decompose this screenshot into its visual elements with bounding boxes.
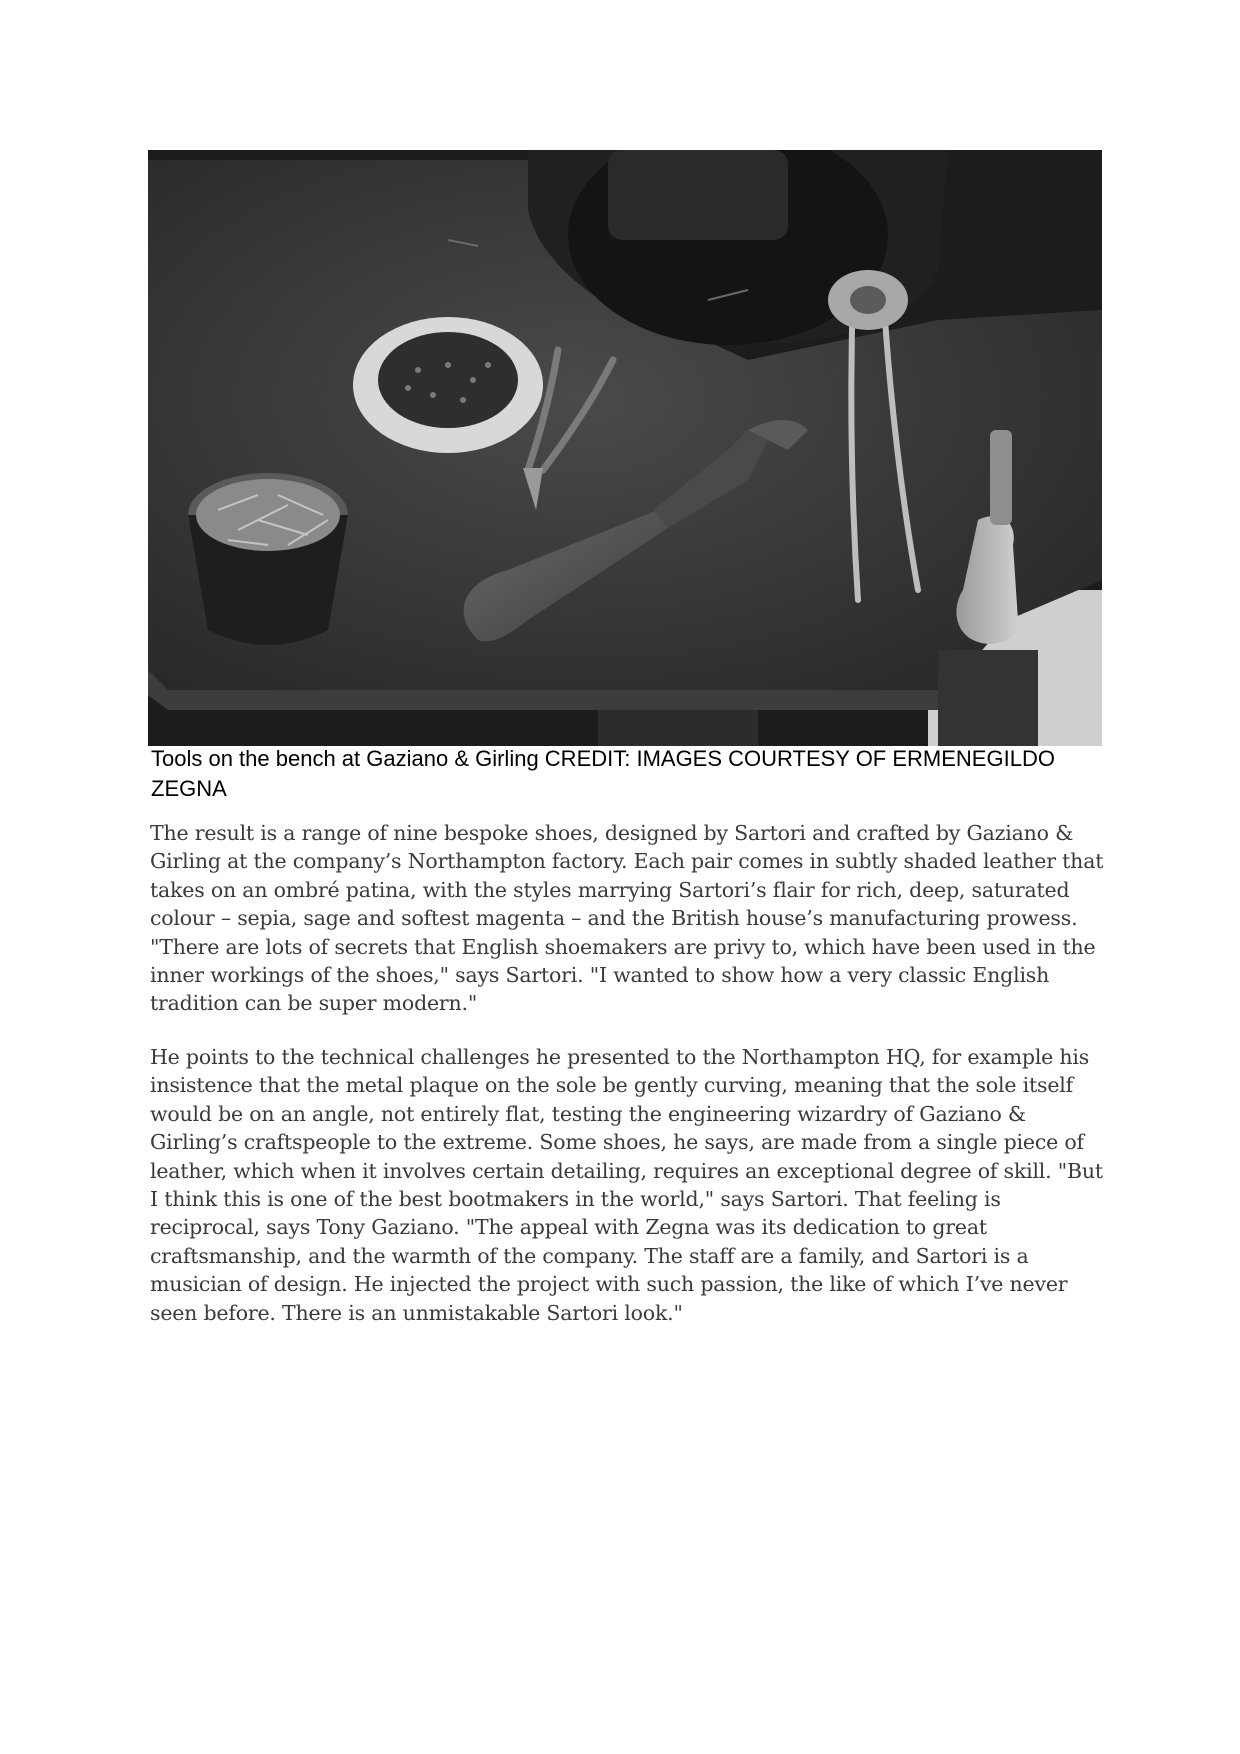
article-paragraph: He points to the technical challenges he presented to the Northampton HQ, for example his insistence that the metal plaque on the sole be gently curving, meaning that the sole itself would be on an angle, not entirely flat, testing the engineering wizardry of Gaziano & Girling’s craftspeople to the extreme. Some shoes, he says, are made from a single piece of leather, which when it involves certain detailing, requires an exceptional degree of skill. "But I think this is one of the best bootmakers in the world," says Sartori. That feeling is reciprocal, says Tony Gaziano. "The appeal with Zegna was its dedication to great craftsmanship, and the warmth of the company. The staff are a family, and Sartori is a musician of design. He injected the project with such passion, the like of which I’ve never seen before. There is an unmistakable Sartori look." <box>150 1045 1103 1325</box>
photo-caption: Tools on the bench at Gaziano & Girling CREDIT: IMAGES COURTESY OF ERMENEGILDO ZEGNA <box>151 746 1055 801</box>
article-paragraph: The result is a range of nine bespoke shoes, designed by Sartori and crafted by Gaziano & Girling at the company’s Northampton factory. Each pair comes in subtly shaded leather that takes on an ombré patina, with the styles marrying Sartori’s flair for rich, deep, saturated colour – sepia, sage and softest magenta – and the British house’s manufacturing prowess. "There are lots of secrets that English shoemakers are privy to, which have been used in the inner workings of the shoes," says Sartori. "I wanted to show how a very classic English tradition can be super modern." <box>150 821 1104 1016</box>
article-photo <box>148 150 1102 746</box>
workbench-tools-image <box>148 150 1102 746</box>
